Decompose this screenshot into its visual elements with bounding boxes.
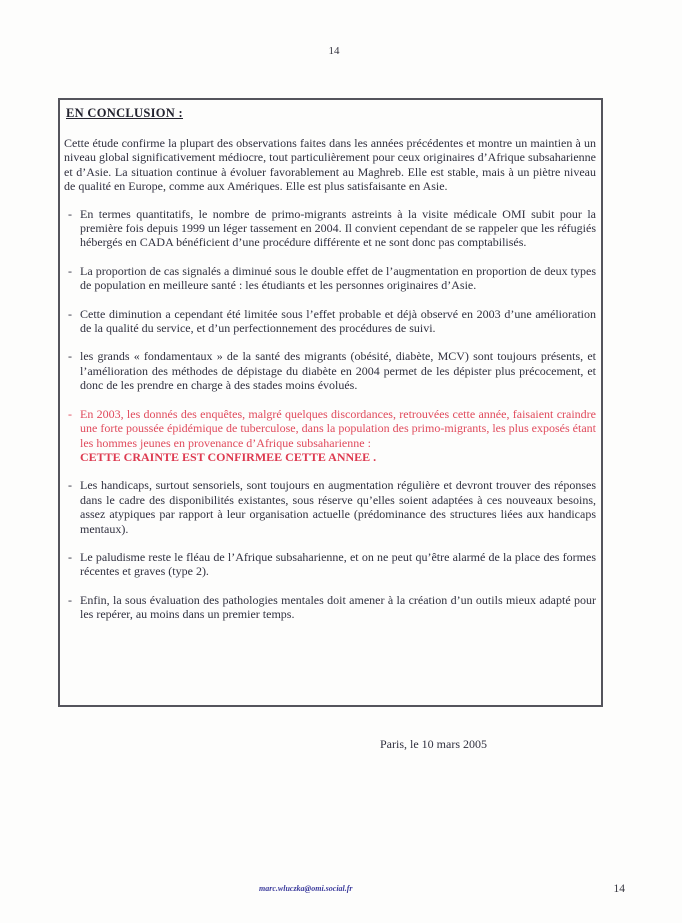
bullet-item-handicaps — [64, 478, 596, 536]
bullet-marker: - — [68, 349, 72, 364]
bullet-text: La proportion de cas signalés a diminué sous le double effet de l’augmentation en proportion de deux types de population en meilleure santé : les étudiants et les personnes originaires d’Asie. — [80, 263, 596, 293]
bullet-marker: - — [68, 306, 72, 321]
footer-email-link[interactable]: marc.wluczka@omi.social.fr — [259, 884, 353, 893]
conclusion-title: EN CONCLUSION : — [66, 106, 184, 120]
conclusion-bullet-list — [64, 207, 596, 622]
bullet-item-pathologies-mentales — [64, 593, 596, 622]
alert-emphasis-line: CETTE CRAINTE EST CONFIRMEE CETTE ANNEE . — [80, 449, 377, 464]
bullet-text: Enfin, la sous évaluation des pathologies mentales doit amener à la création d’un outils mieux adapté pour les repérer, au moins dans un premier temps. — [80, 592, 596, 622]
bullet-marker: - — [68, 478, 72, 493]
bullet-text: En termes quantitatifs, le nombre de primo-migrants astreints à la visite médicale OMI subit pour la première fois depuis 1999 un léger tassement en 2004. Il convient cependant de se rappeler que les réfugiés hébergés en CADA bénéficient d’une procédure différente et ne sont donc pas comptabilisés. — [80, 206, 596, 250]
bullet-marker: - — [68, 206, 72, 221]
bullet-marker: - — [68, 592, 72, 607]
bullet-text: Les handicaps, surtout sensoriels, sont toujours en augmentation régulière et devront trouver des réponses dans le cadre des disponibilités existantes, sous réserve qu’elles soient adaptées à ces nouveaux besoins, assez atypiques par rapport à leur organisation actuelle (prédominance des structures liées aux handicaps mentaux). — [80, 478, 596, 536]
bullet-item-paludisme — [64, 550, 596, 579]
bullet-text: les grands « fondamentaux » de la santé des migrants (obésité, diabète, MCV) sont toujours présents, et l’amélioration des méthodes de dépistage du diabète en 2004 permet de les dépister plus précocement, et donc de les prendre en charge à des stades moins évolués. — [80, 349, 596, 393]
bullet-marker: - — [68, 406, 72, 421]
footer-page-number: 14 — [613, 883, 625, 895]
bullet-text: En 2003, les donnés des enquêtes, malgré quelques discordances, retrouvées cette année, faisaient craindre une forte poussée épidémique de tuberculose, dans la population des primo-migrants, les plus exposés étant les hommes jeunes en provenance d’Afrique subsaharienne : — [80, 406, 596, 450]
header-page-number: 14 — [328, 45, 340, 57]
bullet-text: Cette diminution a cependant été limitée sous l’effet probable et déjà observé en 2003 d’une amélioration de la qualité du service, et d’un perfectionnement des procédures de suivi. — [80, 306, 596, 336]
bullet-marker: - — [68, 263, 72, 278]
bullet-item-proportion-cas — [64, 264, 596, 293]
date-line: Paris, le 10 mars 2005 — [380, 737, 487, 751]
bullet-text: Le paludisme reste le fléau de l’Afrique subsaharienne, et on ne peut qu’être alarmé de la place des formes récentes et graves (type 2). — [80, 549, 596, 579]
bullet-marker: - — [68, 549, 72, 564]
conclusion-box — [58, 98, 603, 707]
bullet-item-diminution — [64, 307, 596, 336]
bullet-item-fondamentaux — [64, 349, 596, 392]
bullet-item-tuberculose-alert — [64, 407, 596, 465]
bullet-item-quantitatifs — [64, 207, 596, 250]
intro-paragraph: Cette étude confirme la plupart des observations faites dans les années précédentes et montre un maintien à un niveau global significativement médiocre, tout particulièrement pour ceux originaires d’Afrique subsaharienne et d’Asie. La situation continue à évoluer favorablement au Maghreb. Elle est stable, mais à un piètre niveau de qualité en Europe, comme aux Amériques. Elle est plus satisfaisante en Asie. — [64, 136, 596, 194]
